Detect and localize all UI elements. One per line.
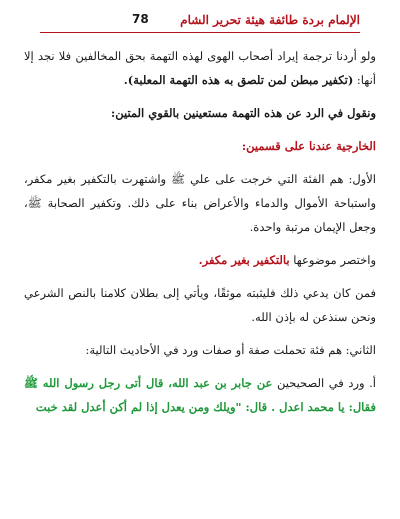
paragraph-intro [24,44,376,92]
paragraph-summary-text: واختصر موضوعها [289,253,376,267]
page-header [40,12,360,33]
paragraph-response: ونقول في الرد عن هذه التهمة مستعينين بالقوي المتين: [110,106,376,120]
paragraph-first-type: الأول: هم الفئة التي خرجت على علي ﷺ واشتهرت بالتكفير بغير مكفر، واستباحة الأموال والدماء والأعراض بناء على ذلك. وتكفير الصحابة ﷺ، وجعل الإيمان مرتبة واحدة. [24,172,376,234]
paragraph-summary [24,248,376,272]
paragraph-intro-emphasis: (تكفير مبطن لمن تلصق به هذه التهمة المعلبة). [123,73,354,87]
paragraph-hadith-quote: عن جابر بن عبد الله، قال أتى رجل رسول الله ﷺ فقال: يا محمد اعدل . قال: "ويلك ومن يعدل إذا لم أكن أعدل لقد خبت [24,376,376,414]
paragraph-hadith-intro: أ. ورد في الصحيحين [272,376,377,390]
paragraph-challenge: فمن كان يدعي ذلك فليثبته موثقًا، ويأتي إلى بطلان كلامنا بالنص الشرعي ونحن سنذعن له بإذن الله. [24,286,376,324]
paragraph-hadith [24,371,376,419]
section-heading-two-types: الخارجية عندنا على قسمين: [241,139,376,153]
page-number: 78 [132,12,149,26]
paragraph-intro-text: ولو أردنا ترجمة إيراد أصحاب الهوى لهذه التهمة بحق المخالفين فلا نجد إلا أنها: [24,49,376,87]
paragraph-summary-emphasis: بالتكفير بغير مكفر. [198,253,290,267]
page-body [24,44,376,428]
paragraph-second-type: الثاني: هم فئة تحملت صفة أو صفات ورد في الأحاديث التالية: [85,343,376,357]
running-title: الإلمام بردة طائفة هيئة تحرير الشام [180,13,360,27]
